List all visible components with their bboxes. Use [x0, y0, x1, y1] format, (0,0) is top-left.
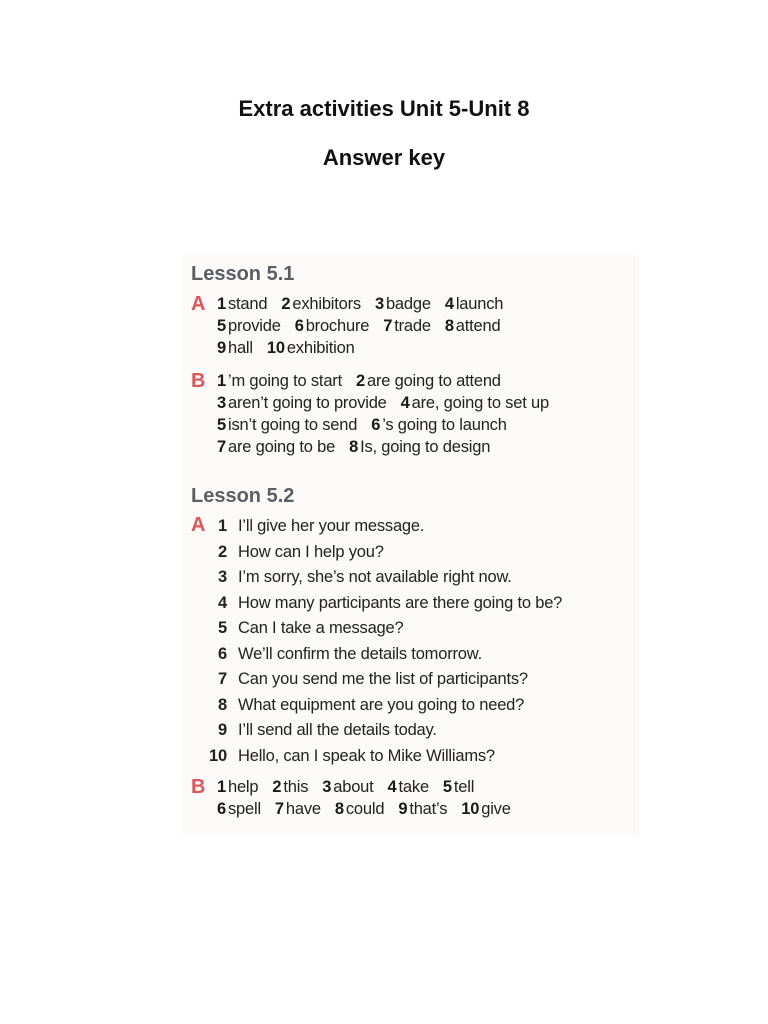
lesson-5-2-heading: Lesson 5.2: [191, 485, 295, 507]
list-item: [183, 543, 639, 565]
answer-number: 1: [217, 778, 226, 796]
answer-number: 3: [374, 295, 384, 313]
list-item: [183, 670, 639, 692]
answer-item: [217, 394, 387, 413]
answer-item: [217, 778, 258, 797]
answer-number: 3: [322, 778, 332, 796]
answer-number: 3: [217, 394, 226, 412]
list-item: [183, 594, 639, 616]
answer-item: [349, 438, 490, 457]
answer-text: that’s: [409, 800, 448, 818]
answer-line: [217, 394, 549, 413]
answer-text: have: [285, 800, 321, 818]
answer-item: [398, 800, 447, 819]
answer-item: [401, 394, 549, 413]
answer-text: are going to attend: [366, 372, 501, 390]
answer-text: Is, going to design: [360, 438, 491, 456]
answer-number: 8: [218, 695, 227, 714]
answer-item: [371, 416, 507, 435]
answer-text: I’ll send all the details today.: [238, 721, 437, 739]
answer-number: 10: [209, 746, 227, 765]
answer-line: [217, 800, 511, 819]
answer-text: isn’t going to send: [227, 416, 358, 434]
answer-item: [217, 295, 267, 314]
lesson-5-2-section-b-letter: B: [191, 776, 206, 798]
answer-text: I’m sorry, she’s not available right now.: [238, 568, 512, 586]
answer-text: We’ll confirm the details tomorrow.: [238, 644, 482, 663]
answer-item: [375, 295, 431, 314]
answer-number: 1: [217, 372, 226, 390]
answer-text: ’s going to launch: [382, 416, 507, 434]
answer-number: 2: [272, 778, 282, 796]
answer-item: [281, 295, 361, 314]
answer-number: 7: [383, 317, 393, 335]
page-title: Extra activities Unit 5-Unit 8: [238, 96, 530, 121]
answer-text: stand: [227, 295, 268, 313]
answer-number: 5: [217, 317, 226, 335]
answer-text: How can I help you?: [238, 542, 384, 561]
list-item: [183, 619, 639, 641]
answer-number: 4: [400, 394, 410, 412]
answer-number: 9: [398, 800, 408, 818]
answer-number: 2: [218, 542, 227, 561]
answer-number: 10: [461, 800, 480, 818]
answer-line: [217, 295, 503, 314]
answer-item: [217, 800, 261, 819]
answer-number: 1: [217, 295, 226, 313]
answer-text: attend: [455, 317, 501, 335]
answer-text: I’ll give her your message.: [238, 517, 425, 535]
answer-number: 1: [218, 517, 227, 535]
answer-item: [275, 800, 321, 819]
answer-text: aren’t going to provide: [227, 394, 387, 412]
answer-item: [335, 800, 384, 819]
answer-text: How many participants are there going to be?: [238, 593, 563, 612]
page-subtitle: Answer key: [322, 145, 446, 170]
answer-text: badge: [385, 295, 431, 313]
answer-text: help: [227, 778, 259, 796]
answer-number: 6: [294, 317, 304, 335]
answer-text: give: [481, 800, 511, 818]
answer-line: [217, 438, 490, 457]
answer-number: 9: [217, 339, 226, 357]
list-item: [183, 747, 639, 769]
answer-text: exhibitors: [292, 295, 361, 313]
answer-number: 4: [218, 593, 227, 612]
answer-item: [461, 800, 510, 819]
answer-item: [295, 317, 370, 336]
answer-number: 4: [444, 295, 454, 313]
answer-number: 7: [274, 800, 284, 818]
answer-number: 10: [266, 339, 285, 357]
answer-item: [217, 416, 357, 435]
answer-number: 7: [217, 438, 226, 456]
answer-number: 7: [218, 670, 227, 688]
answer-item: [322, 778, 373, 797]
answer-number: 6: [217, 800, 226, 818]
answer-line: [217, 317, 500, 336]
answer-text: spell: [227, 800, 261, 818]
answer-text: Can you send me the list of participants?: [238, 670, 528, 688]
answer-number: 2: [355, 372, 365, 390]
answer-item: [445, 295, 503, 314]
answer-text: trade: [394, 317, 431, 335]
answer-text: What equipment are you going to need?: [238, 695, 525, 714]
answer-text: Can I take a message?: [238, 619, 404, 637]
answer-item: [388, 778, 429, 797]
lesson-5-1-heading: Lesson 5.1: [191, 263, 295, 285]
answer-text: Hello, can I speak to Mike Williams?: [238, 746, 495, 765]
answer-text: this: [283, 778, 309, 796]
answer-text: brochure: [305, 317, 370, 335]
answer-text: take: [398, 778, 429, 796]
answer-text: tell: [453, 778, 475, 796]
answer-number: 8: [349, 438, 359, 456]
answer-number: 5: [442, 778, 452, 796]
answer-number: 8: [444, 317, 454, 335]
answer-text: hall: [227, 339, 253, 357]
answer-text: ’m going to start: [227, 372, 342, 390]
answer-number: 5: [218, 619, 227, 637]
answer-item: [272, 778, 308, 797]
answer-text: are going to be: [227, 438, 336, 456]
answer-item: [443, 778, 474, 797]
answer-item: [356, 372, 501, 391]
answer-number: 6: [218, 644, 227, 663]
answer-text: are, going to set up: [411, 394, 549, 412]
list-item: [183, 645, 639, 667]
answer-number: 3: [218, 568, 227, 586]
answer-number: 8: [334, 800, 344, 818]
lesson-5-2-section-a-letter: A: [191, 514, 206, 536]
answer-text: could: [345, 800, 385, 818]
answer-number: 2: [281, 295, 291, 313]
answer-key-panel: [183, 255, 639, 835]
list-item: [183, 721, 639, 743]
answer-line: [217, 778, 474, 797]
answer-line: [217, 372, 501, 391]
answer-item: [217, 438, 335, 457]
answer-line: [217, 339, 355, 358]
list-item: [183, 517, 639, 539]
answer-text: launch: [455, 295, 504, 313]
lesson-5-1-section-a-letter: A: [191, 293, 206, 315]
answer-text: provide: [227, 317, 281, 335]
answer-text: exhibition: [286, 339, 355, 357]
answer-number: 5: [217, 416, 226, 434]
answer-item: [217, 339, 253, 358]
lesson-5-1-section-b-letter: B: [191, 370, 206, 392]
answer-number: 6: [371, 416, 381, 434]
list-item: [183, 696, 639, 718]
answer-text: about: [333, 778, 374, 796]
answer-line: [217, 416, 507, 435]
answer-item: [267, 339, 355, 358]
answer-item: [217, 372, 342, 391]
answer-item: [445, 317, 501, 336]
list-item: [183, 568, 639, 590]
answer-number: 4: [387, 778, 397, 796]
answer-item: [383, 317, 431, 336]
answer-item: [217, 317, 281, 336]
answer-number: 9: [218, 721, 227, 739]
